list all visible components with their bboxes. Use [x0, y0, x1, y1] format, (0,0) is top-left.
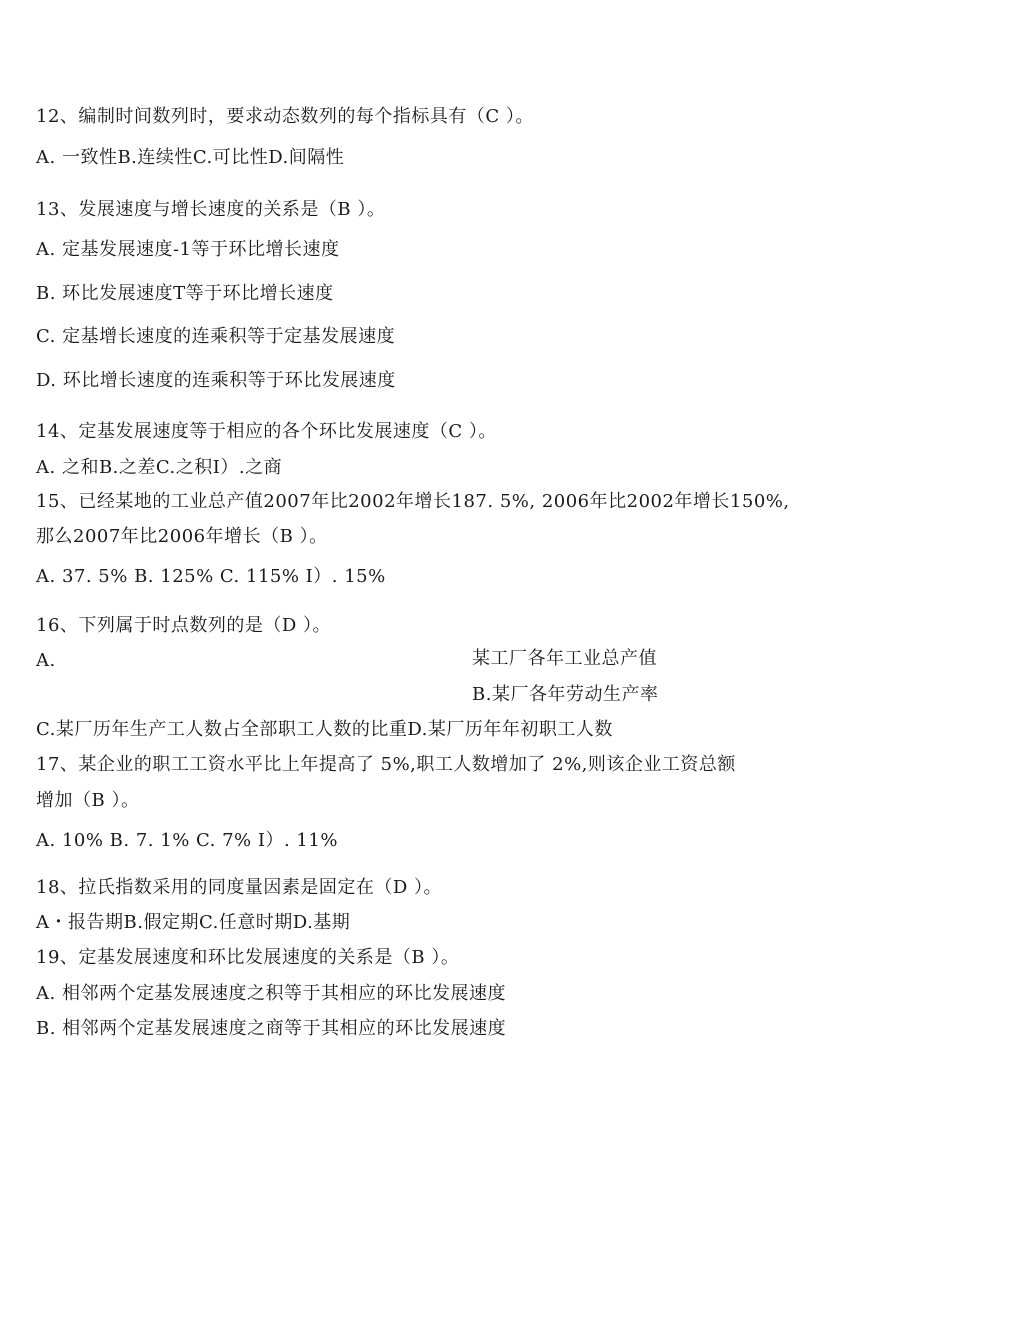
question-12-options: A. 一致性B.连续性C.可比性D.间隔性 — [36, 147, 345, 168]
question-16-option-b: B.某厂各年劳动生产率 — [472, 684, 659, 705]
question-14: 14、定基发展速度等于相应的各个环比发展速度（C ）。 — [36, 421, 497, 442]
question-19-option-b: B. 相邻两个定基发展速度之商等于其相应的环比发展速度 — [36, 1018, 507, 1039]
question-16-option-a-text: 某工厂各年工业总产值 — [472, 648, 657, 669]
question-14-options: A. 之和B.之差C.之积I）.之商 — [36, 457, 283, 478]
question-17-continued: 增加（B ）。 — [36, 790, 140, 811]
question-12: 12、编制时间数列时，要求动态数列的每个指标具有（C ）。 — [36, 106, 534, 127]
question-15: 15、已经某地的工业总产值2007年比2002年增长187. 5%, 2006年比2002年增长150%, — [36, 491, 790, 512]
question-17-options: A. 10% B. 7. 1% C. 7% I）. 11% — [36, 830, 338, 851]
question-15-continued: 那么2007年比2006年增长（B ）。 — [36, 526, 328, 547]
question-13-option-c: C. 定基增长速度的连乘积等于定基发展速度 — [36, 326, 396, 347]
question-15-options: A. 37. 5% B. 125% C. 115% I）. 15% — [36, 566, 386, 587]
question-19-option-a: A. 相邻两个定基发展速度之积等于其相应的环比发展速度 — [36, 983, 506, 1004]
question-13: 13、发展速度与增长速度的关系是（B ）。 — [36, 199, 386, 220]
question-19: 19、定基发展速度和环比发展速度的关系是（B ）。 — [36, 947, 460, 968]
question-16-options-cd: C.某厂历年生产工人数占全部职工人数的比重D.某厂历年年初职工人数 — [36, 719, 613, 740]
question-16-option-a-label: A. — [36, 650, 56, 671]
question-13-option-a: A. 定基发展速度-1等于环比增长速度 — [36, 239, 340, 260]
question-18: 18、拉氏指数采用的同度量因素是固定在（D ）。 — [36, 877, 443, 898]
question-13-option-b: B. 环比发展速度T等于环比增长速度 — [36, 283, 334, 304]
question-18-options: A・报告期B.假定期C.任意时期D.基期 — [36, 912, 351, 933]
question-13-option-d: D. 环比增长速度的连乘积等于环比发展速度 — [36, 370, 396, 391]
question-17: 17、某企业的职工工资水平比上年提高了 5%,职工人数增加了 2%,则该企业工资总额 — [36, 754, 736, 775]
question-16: 16、下列属于时点数列的是（D ）。 — [36, 615, 332, 636]
